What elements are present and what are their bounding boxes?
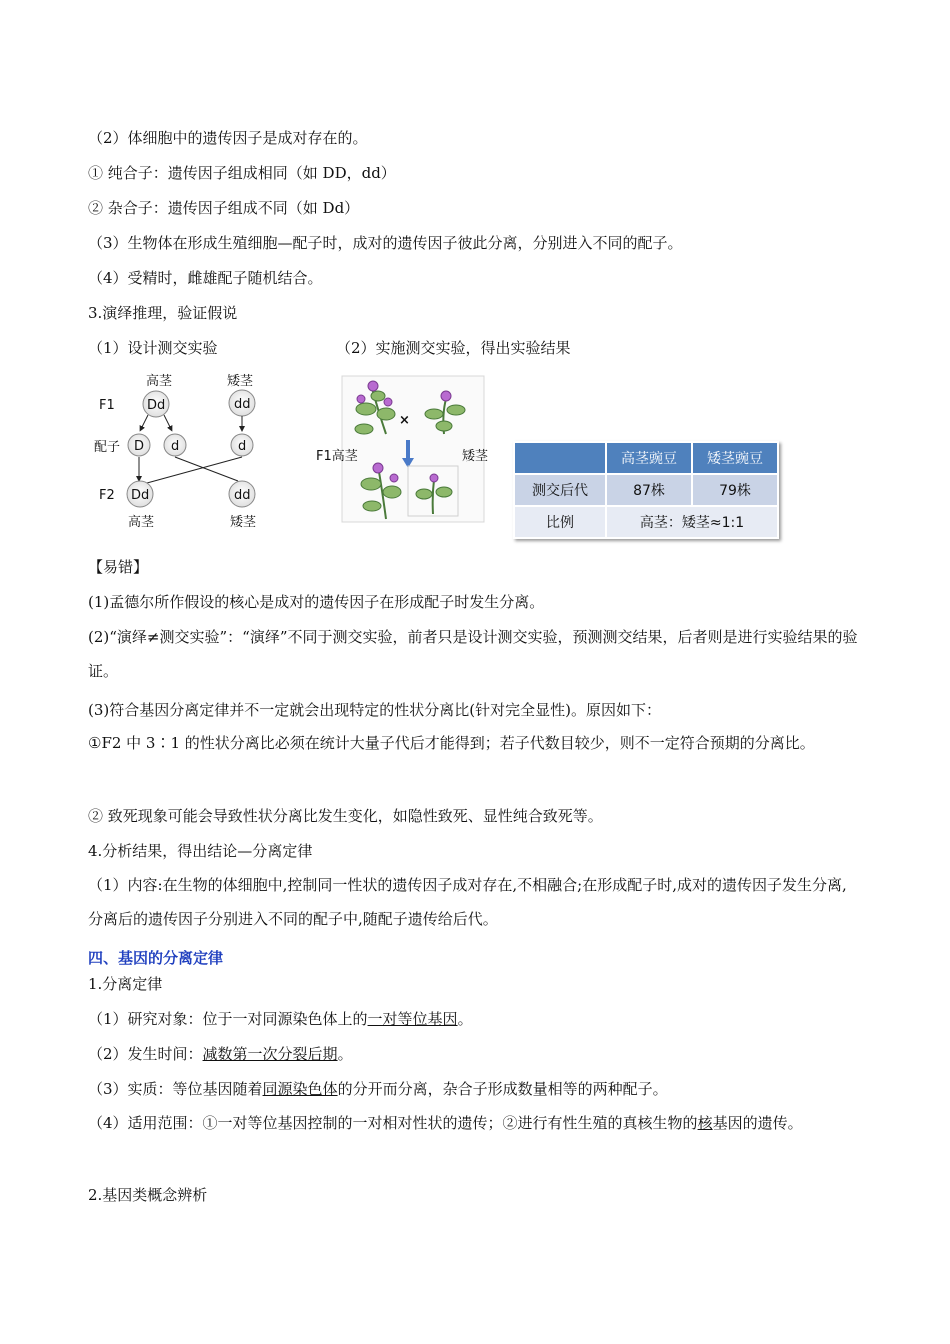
para-fertilization: （4）受精时，雌雄配子随机结合。 — [88, 269, 323, 287]
label-tall-top: 高茎 — [146, 374, 173, 389]
genotype-dd-parent: dd — [234, 397, 251, 412]
implement-label: （2）实施测交实验，得出实验结果 — [336, 339, 571, 357]
law-scope-post: 基因的遗传。 — [712, 1114, 803, 1132]
table-row — [514, 506, 778, 538]
law-essence-post: 的分开而分离，杂合子形成数量相等的两种配子。 — [337, 1080, 668, 1098]
section3-title: 3.演绎推理，验证假说 — [88, 304, 238, 322]
arrow-shaft — [406, 440, 410, 458]
label-short-parent: 矮茎 — [462, 449, 489, 464]
law-time-post: 。 — [337, 1045, 353, 1063]
section4-content: （1）内容:在生物的体细胞中,控制同一性状的遗传因子成对存在,不相融合;在形成配子时,成对的遗传因子发生分离, 分离后的遗传因子分别进入不同的配子中,随配子遗传给后代。 — [88, 876, 847, 928]
label-gamete: 配子 — [94, 440, 121, 455]
para-heterozygote: ② 杂合子：遗传因子组成不同（如 Dd） — [88, 199, 360, 217]
table-header-cell: 矮茎豌豆 — [692, 442, 778, 474]
law-time-underline: 减数第一次分裂后期 — [202, 1045, 338, 1063]
genotype-Dd-parent: Dd — [147, 398, 166, 413]
law-essence — [88, 1079, 668, 1099]
law-object-post: 。 — [457, 1010, 473, 1028]
law-time-pre: （2）发生时间： — [88, 1045, 203, 1063]
label-f1: F1 — [99, 398, 115, 413]
law-scope-underline: 核 — [697, 1114, 713, 1132]
table-cell: 比例 — [514, 506, 606, 538]
table-cell: 测交后代 — [514, 474, 606, 506]
gamete-D: D — [134, 439, 145, 454]
table-header-cell — [514, 442, 606, 474]
sub-separation-law: 1.分离定律 — [88, 975, 163, 993]
testcross-result-table — [513, 441, 779, 539]
mistake-2: (2)“演绎≠测交实验”：“演绎”不同于测交实验，前者只是设计测交实验，预测测交结果，后者则是进行实验结果的验证。 — [88, 628, 858, 680]
gamete-d2: d — [238, 439, 247, 454]
label-short-top: 矮茎 — [227, 374, 254, 389]
cross-symbol: × — [399, 413, 410, 428]
mistake-3b: ② 致死现象可能会导致性状分离比发生变化，如隐性致死、显性纯合致死等。 — [88, 807, 603, 825]
arrow-Dd-to-d — [164, 415, 171, 429]
table-header-cell: 高茎豌豆 — [606, 442, 692, 474]
table-cell: 79株 — [692, 474, 778, 506]
genotype-dd-offspring: dd — [234, 488, 251, 503]
heading-separation-law: 四、基因的分离定律 — [88, 949, 224, 967]
gamete-d1: d — [171, 439, 180, 454]
law-object-underline: 一对等位基因 — [367, 1010, 458, 1028]
law-object — [88, 1009, 473, 1029]
label-short-bottom: 矮茎 — [230, 515, 257, 530]
genotype-Dd-offspring: Dd — [131, 488, 150, 503]
law-scope-pre: （4）适用范围：①一对等位基因控制的一对相对性状的遗传；②进行有性生殖的真核生物的 — [88, 1114, 698, 1132]
para-separation: （3）生物体在形成生殖细胞—配子时，成对的遗传因子彼此分离，分别进入不同的配子。 — [88, 234, 683, 252]
para-somatic-pairs: （2）体细胞中的遗传因子是成对存在的。 — [88, 129, 368, 147]
law-essence-underline: 同源染色体 — [262, 1080, 338, 1098]
testcross-photo — [316, 374, 496, 526]
testcross-diagram — [92, 365, 282, 535]
design-label: （1）设计测交实验 — [88, 339, 218, 357]
label-f2: F2 — [99, 488, 115, 503]
arrow-Dd-to-D — [141, 415, 148, 429]
table-row — [514, 474, 778, 506]
label-f1-tall: F1高茎 — [316, 449, 358, 464]
mistake-3a: ①F2 中 3∶1 的性状分离比必须在统计大量子代后才能得到；若子代数目较少，则不一定符合预期的分离比。 — [88, 734, 815, 752]
law-time — [88, 1044, 353, 1064]
mistakes-title: 【易错】 — [88, 558, 149, 576]
mistake-3: (3)符合基因分离定律并不一定就会出现特定的性状分离比(针对完全显性)。原因如下： — [88, 701, 661, 719]
law-essence-pre: （3）实质：等位基因随着 — [88, 1080, 263, 1098]
para-homozygote: ① 纯合子：遗传因子组成相同（如 DD，dd） — [88, 164, 396, 182]
law-scope — [88, 1106, 860, 1140]
table-cell: 高茎：矮茎≈1:1 — [606, 506, 778, 538]
table-cell: 87株 — [606, 474, 692, 506]
label-tall-bottom: 高茎 — [128, 515, 155, 530]
table-header-row — [514, 442, 778, 474]
line-d2-to-Dd — [147, 457, 242, 483]
section4-title: 4.分析结果，得出结论—分离定律 — [88, 842, 313, 860]
law-object-pre: （1）研究对象：位于一对同源染色体上的 — [88, 1010, 368, 1028]
mistake-1: (1)孟德尔所作假设的核心是成对的遗传因子在形成配子时发生分离。 — [88, 593, 545, 611]
sub-gene-concepts: 2.基因类概念辨析 — [88, 1186, 208, 1204]
